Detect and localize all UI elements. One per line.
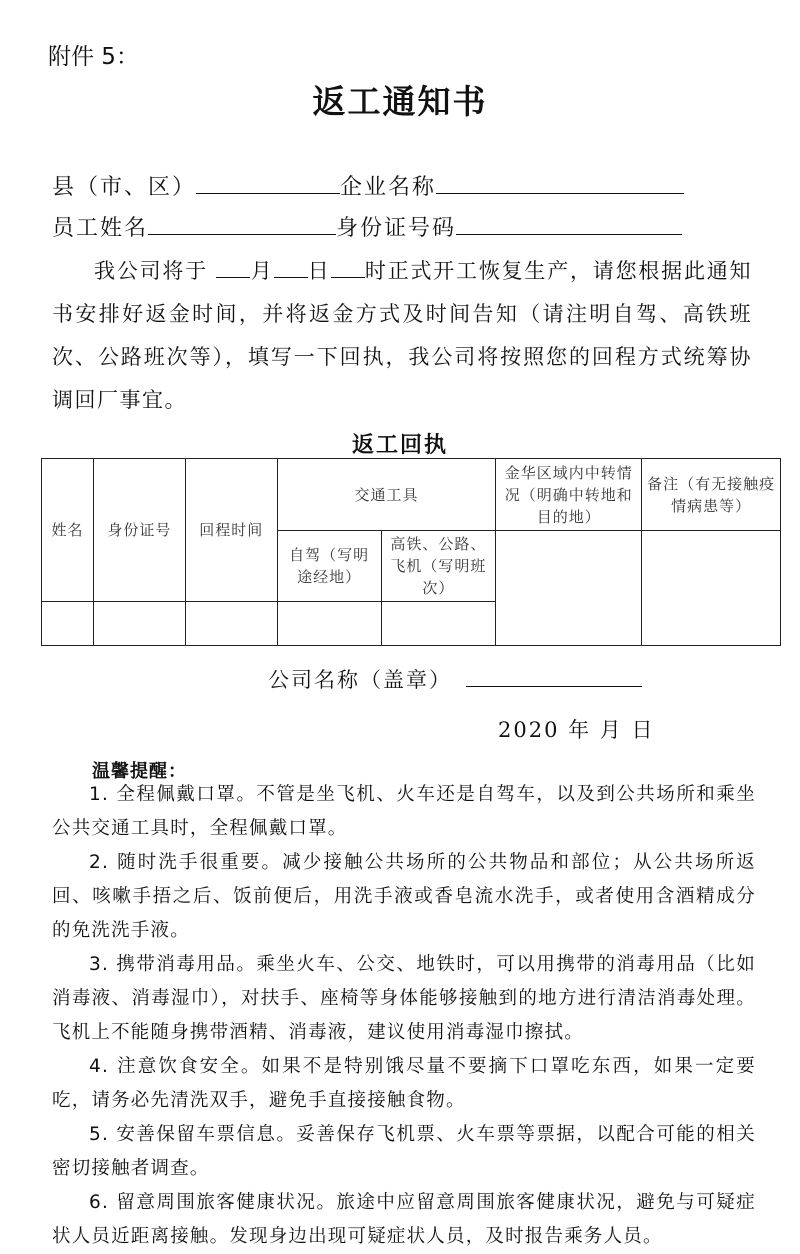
company-name-blank[interactable] [436,171,684,194]
date-line: 2020 年 月 日 [498,718,655,742]
tip-item: 2. 随时洗手很重要。减少接触公共场所的公共物品和部位；从公共场所返回、咳嗽手捂之后、饭前便后，用洗手液或香皂流水洗手，或者使用含酒精成分的免洗洗手液。 [52,852,756,941]
attachment-label: 附件 5： [48,44,139,70]
cell-remark[interactable] [642,531,781,646]
county-row [52,170,684,201]
header-return-time: 回程时间 [185,459,277,602]
tip-item: 6. 留意周围旅客健康状况。旅途中应留意周围旅客健康状况，避免与可疑症状人员近距离接触。发现身边出现可疑症状人员，及时报告乘务人员。 [52,1192,756,1247]
tip-item: 4. 注意饮食安全。如果不是特别饿尽量不要摘下口罩吃东西，如果一定要吃，请务必先清洗双手，避免手直接接触食物。 [52,1056,756,1111]
tips-title: 温馨提醒： [92,761,187,782]
id-number-label: 身份证号码 [336,216,457,241]
employee-row [52,211,682,242]
header-transit: 金华区域内中转情况（明确中转地和目的地） [496,459,642,531]
day-blank[interactable] [274,257,308,278]
tip-item: 1. 全程佩戴口罩。不管是坐飞机、火车还是自驾车，以及到公共场所和乘坐公共交通工具时，全程佩戴口罩。 [52,784,756,839]
cell-self-drive[interactable] [277,602,381,646]
tip-item: 3. 携带消毒用品。乘坐火车、公交、地铁时，可以用携带的消毒用品（比如消毒液、消毒湿巾），对扶手、座椅等身体能够接触到的地方进行清洁消毒处理。飞机上不能随身携带酒精、消毒液，建议使用消毒湿巾擦拭。 [52,954,756,1043]
header-name: 姓名 [42,459,94,602]
county-blank[interactable] [196,171,340,194]
header-id: 身份证号 [93,459,185,602]
header-transport: 交通工具 [277,459,496,531]
header-remark: 备注（有无接触疫情病患等） [642,459,781,531]
hour-blank[interactable] [331,257,365,278]
receipt-title: 返工回执 [351,433,448,458]
cell-transit[interactable] [496,531,642,646]
header-self-drive: 自驾（写明途经地） [277,531,381,602]
notice-paragraph [52,250,752,422]
county-label: 县（市、区） [52,175,197,200]
id-number-blank[interactable] [456,212,682,235]
header-rail: 高铁、公路、飞机（写明班次） [381,531,496,602]
company-seal-label: 公司名称（盖章） [268,668,452,692]
employee-name-label: 员工姓名 [52,216,149,241]
employee-name-blank[interactable] [148,212,336,235]
cell-rail[interactable] [381,602,496,646]
cell-name[interactable] [42,602,94,646]
cell-return-time[interactable] [185,602,277,646]
document-title: 返工通知书 [312,82,488,121]
day-label: 日 [307,259,331,283]
notice-prefix: 我公司将于 [94,259,217,283]
tips-list [52,778,756,1254]
notice-text: 时正式开工恢复生产，请您根据此通知书安排好返金时间，并将返金方式及时间告知（请注明自驾、高铁班次、公路班次等），填写一下回执，我公司将按照您的回程方式统筹协调回厂事宜。 [52,259,753,412]
company-seal-blank[interactable] [466,664,642,687]
tip-item: 5. 安善保留车票信息。妥善保存飞机票、火车票等票据，以配合可能的相关密切接触者调查。 [52,1124,756,1179]
company-seal-row [268,664,642,694]
month-label: 月 [250,259,274,283]
receipt-table [41,458,781,646]
month-blank[interactable] [216,257,250,278]
cell-id[interactable] [93,602,185,646]
company-name-label: 企业名称 [340,175,437,200]
